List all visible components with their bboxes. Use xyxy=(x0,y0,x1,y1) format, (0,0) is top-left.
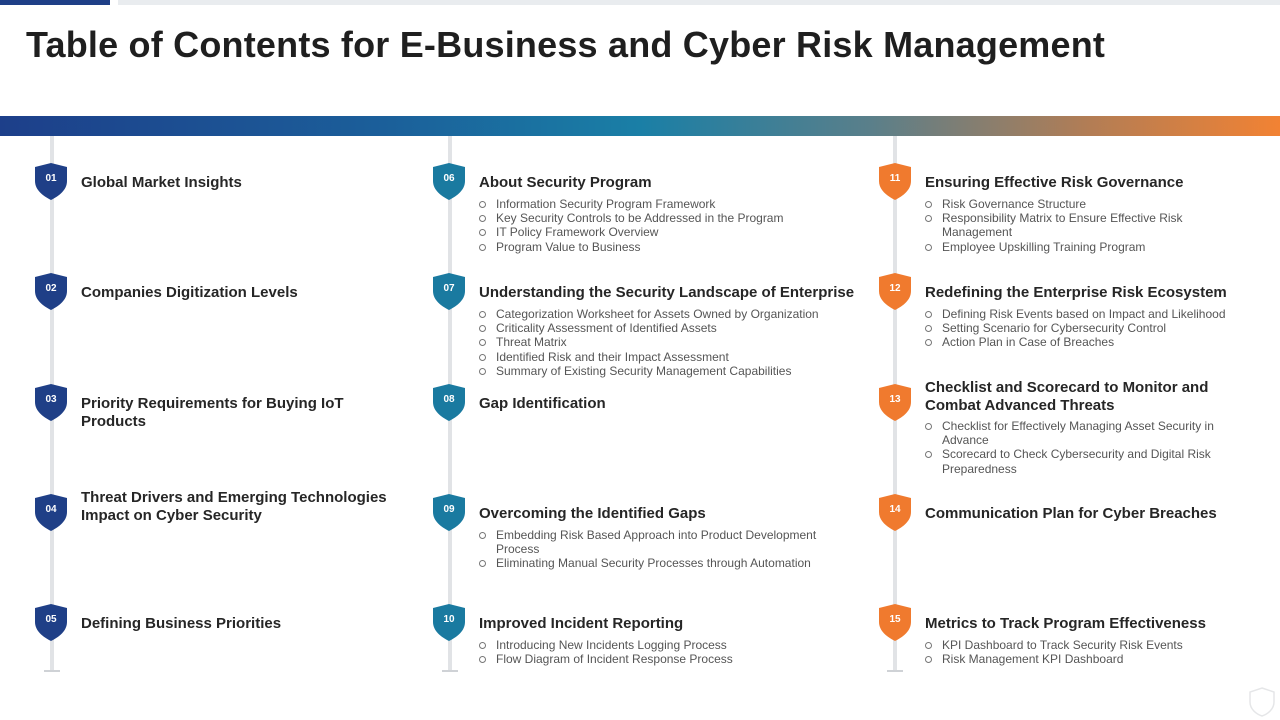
section-title: Threat Drivers and Emerging Technologies Impact on Cyber Security xyxy=(81,489,387,524)
section-title: Defining Business Priorities xyxy=(81,615,282,632)
section-title: Companies Digitization Levels xyxy=(81,284,298,301)
section-title: Overcoming the Identified Gaps xyxy=(479,505,706,522)
subtopic-item: Responsibility Matrix to Ensure Effective Risk Management xyxy=(942,211,1232,239)
subtopic-item: Criticality Assessment of Identified Assets xyxy=(496,321,836,335)
section-badge xyxy=(879,273,911,310)
timeline-end-cap xyxy=(887,670,903,672)
section-badge xyxy=(879,163,911,200)
subtopic-item: Eliminating Manual Security Processes through Automation xyxy=(496,556,836,570)
section-number: 04 xyxy=(45,504,57,515)
section-number: 07 xyxy=(443,283,455,294)
subtopic-list xyxy=(496,638,836,666)
subtopic-item: KPI Dashboard to Track Security Risk Events xyxy=(942,638,1232,652)
section-badge xyxy=(433,384,465,421)
subtopic-item: Scorecard to Check Cybersecurity and Digital Risk Preparedness xyxy=(942,447,1232,475)
section-badge xyxy=(35,273,67,310)
subtopic-item: Action Plan in Case of Breaches xyxy=(942,335,1232,349)
subtopic-item: Defining Risk Events based on Impact and Likelihood xyxy=(942,307,1232,321)
section-title: Priority Requirements for Buying IoT Products xyxy=(81,395,344,430)
subtopic-item: Setting Scenario for Cybersecurity Control xyxy=(942,321,1232,335)
subtopic-item: Embedding Risk Based Approach into Product Development Process xyxy=(496,528,836,556)
section-number: 15 xyxy=(889,614,901,625)
subtopic-item: IT Policy Framework Overview xyxy=(496,225,836,239)
shield-outline-icon xyxy=(1249,687,1275,717)
section-badge xyxy=(35,384,67,421)
subtopic-item: Summary of Existing Security Management Capabilities xyxy=(496,364,836,378)
timeline-end-cap xyxy=(442,670,458,672)
section-number: 12 xyxy=(889,283,901,294)
subtopic-item: Risk Governance Structure xyxy=(942,197,1232,211)
gradient-divider xyxy=(0,116,1280,136)
section-title: Understanding the Security Landscape of Enterprise xyxy=(479,284,855,301)
section-badge xyxy=(433,273,465,310)
section-badge xyxy=(35,604,67,641)
section-title: Redefining the Enterprise Risk Ecosystem xyxy=(925,284,1227,301)
subtopic-item: Threat Matrix xyxy=(496,335,836,349)
subtopic-item: Employee Upskilling Training Program xyxy=(942,240,1232,254)
section-badge xyxy=(35,494,67,531)
subtopic-list xyxy=(942,307,1232,350)
section-number: 14 xyxy=(889,504,901,515)
subtopic-item: Key Security Controls to be Addressed in the Program xyxy=(496,211,836,225)
timeline-end-cap xyxy=(44,670,60,672)
section-badge xyxy=(433,163,465,200)
section-number: 02 xyxy=(45,283,57,294)
section-title: Global Market Insights xyxy=(81,174,242,191)
subtopic-item: Risk Management KPI Dashboard xyxy=(942,652,1232,666)
subtopic-item: Flow Diagram of Incident Response Process xyxy=(496,652,836,666)
section-title: Communication Plan for Cyber Breaches xyxy=(925,505,1217,522)
section-number: 05 xyxy=(45,614,57,625)
subtopic-list xyxy=(942,638,1232,666)
section-badge xyxy=(879,604,911,641)
subtopic-list xyxy=(942,197,1232,254)
subtopic-list xyxy=(496,307,836,378)
section-title: Metrics to Track Program Effectiveness xyxy=(925,615,1206,632)
section-number: 06 xyxy=(443,173,455,184)
subtopic-list xyxy=(496,197,836,254)
section-badge xyxy=(433,604,465,641)
section-number: 08 xyxy=(443,394,455,405)
section-number: 10 xyxy=(443,614,455,625)
subtopic-list xyxy=(942,419,1232,476)
top-accent-bar xyxy=(0,0,110,5)
subtopic-item: Information Security Program Framework xyxy=(496,197,836,211)
section-title: Gap Identification xyxy=(479,395,606,412)
section-number: 13 xyxy=(889,394,901,405)
section-title: Checklist and Scorecard to Monitor and Combat Advanced Threats xyxy=(925,379,1209,414)
subtopic-item: Checklist for Effectively Managing Asset Security in Advance xyxy=(942,419,1232,447)
section-number: 03 xyxy=(45,394,57,405)
section-title: About Security Program xyxy=(479,174,652,191)
subtopic-item: Program Value to Business xyxy=(496,240,836,254)
subtopic-item: Introducing New Incidents Logging Process xyxy=(496,638,836,652)
subtopic-item: Categorization Worksheet for Assets Owned by Organization xyxy=(496,307,836,321)
subtopic-item: Identified Risk and their Impact Assessment xyxy=(496,350,836,364)
page-title: Table of Contents for E-Business and Cyber Risk Management xyxy=(26,24,1106,65)
section-badge xyxy=(879,384,911,421)
subtopic-list xyxy=(496,528,836,571)
section-number: 01 xyxy=(45,173,57,184)
section-title: Ensuring Effective Risk Governance xyxy=(925,174,1184,191)
toc-column-3 xyxy=(874,136,1274,676)
section-title: Improved Incident Reporting xyxy=(479,615,684,632)
section-badge xyxy=(879,494,911,531)
section-badge xyxy=(35,163,67,200)
toc-column-1 xyxy=(30,136,425,676)
section-badge xyxy=(433,494,465,531)
top-light-bar xyxy=(118,0,1280,5)
section-number: 09 xyxy=(443,504,455,515)
toc-column-2 xyxy=(428,136,868,676)
section-number: 11 xyxy=(889,173,901,184)
